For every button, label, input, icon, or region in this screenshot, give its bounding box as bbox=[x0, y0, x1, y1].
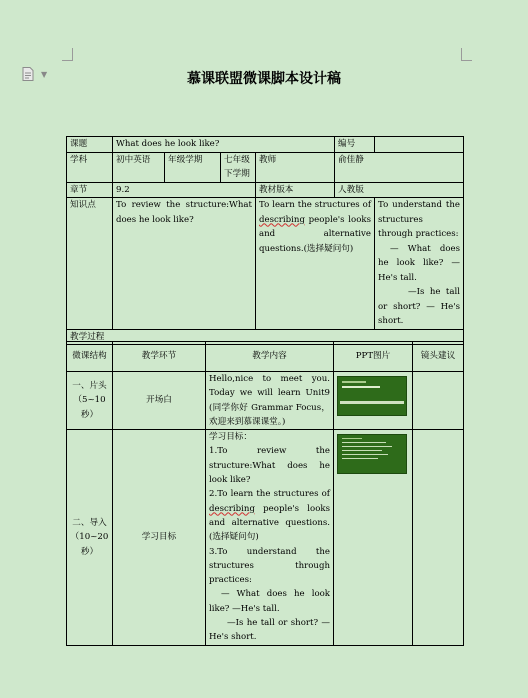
header-ppt: PPT图片 bbox=[334, 342, 413, 372]
teaching-process-table bbox=[66, 341, 464, 646]
table-row bbox=[67, 372, 464, 430]
slide-text-line bbox=[342, 458, 378, 459]
slide-heading-line bbox=[342, 438, 362, 439]
header-structure: 微课结构 bbox=[67, 342, 113, 372]
grade-label: 年级学期 bbox=[165, 152, 221, 182]
knowledge-label: 知识点 bbox=[67, 198, 113, 330]
edition-label: 教材版本 bbox=[256, 182, 335, 198]
header-camera: 镜头建议 bbox=[413, 342, 464, 372]
row1-structure: 一、片头（5~10秒） bbox=[67, 372, 113, 430]
chevron-down-icon[interactable]: ▼ bbox=[41, 70, 48, 79]
teacher-value: 俞佳静 bbox=[335, 152, 464, 182]
header-step: 教学环节 bbox=[113, 342, 206, 372]
teacher-label: 教师 bbox=[256, 152, 335, 182]
row2-step: 学习目标 bbox=[113, 430, 206, 645]
row1-content: Hello,nice to meet you. Today we will learn Unit9 (同学你好 Grammar Focus，欢迎来到慕课课堂。) bbox=[206, 372, 334, 430]
topic-value: What does he look like? bbox=[113, 137, 335, 153]
table-row bbox=[67, 430, 464, 645]
number-value bbox=[375, 137, 464, 153]
margin-corner-left bbox=[62, 48, 73, 61]
subject-value: 初中英语 bbox=[113, 152, 165, 182]
knowledge-point-3: To understand the structures through practices: — What does he look like? —He's tall. —Is he tall or short? — He's short. bbox=[375, 198, 464, 330]
row2-ppt-cell bbox=[334, 430, 413, 645]
spellcheck-word: describing bbox=[259, 214, 305, 225]
document-title: 慕课联盟微课脚本设计稿 bbox=[187, 71, 341, 87]
number-label: 编号 bbox=[335, 137, 375, 153]
margin-corner-right bbox=[461, 48, 472, 61]
row1-camera bbox=[413, 372, 464, 430]
row2-structure: 二、导入（10~20秒） bbox=[67, 430, 113, 645]
ppt-slide-thumbnail[interactable] bbox=[337, 434, 407, 474]
subject-label: 学科 bbox=[67, 152, 113, 182]
topic-label: 课题 bbox=[67, 137, 113, 153]
row1-ppt-cell bbox=[334, 372, 413, 430]
course-info-table bbox=[66, 136, 464, 345]
slide-text-line bbox=[342, 450, 382, 451]
slide-text-line bbox=[342, 446, 392, 447]
process-section-label: 教学过程 bbox=[67, 329, 464, 345]
spellcheck-word: describing bbox=[209, 503, 255, 514]
slide-text-line bbox=[342, 454, 388, 455]
chapter-label: 章节 bbox=[67, 182, 113, 198]
edition-value: 人教版 bbox=[335, 182, 464, 198]
row1-step: 开场白 bbox=[113, 372, 206, 430]
knowledge-point-2: To learn the structures of describing people's looks and alternative questions.(选择疑问句) bbox=[256, 198, 375, 330]
slide-title-line bbox=[342, 386, 380, 388]
row2-content: 学习目标： 1.To review the structure:What does he look like? 2.To learn the structures of describing people's looks and alternative questions.(选择疑问句) 3.To understand the structures through practices: — What does he look like? —He's tall. —Is he tall or short? —He's short. bbox=[206, 430, 334, 645]
slide-banner bbox=[340, 401, 404, 404]
header-content: 教学内容 bbox=[206, 342, 334, 372]
slide-subtitle-line bbox=[342, 381, 366, 383]
knowledge-point-1: To review the structure:What does he look like? bbox=[113, 198, 256, 330]
slide-text-line bbox=[342, 442, 386, 443]
row2-camera bbox=[413, 430, 464, 645]
grade-value: 七年级下学期 bbox=[221, 152, 256, 182]
ppt-slide-thumbnail[interactable] bbox=[337, 376, 407, 416]
chapter-value: 9.2 bbox=[113, 182, 256, 198]
